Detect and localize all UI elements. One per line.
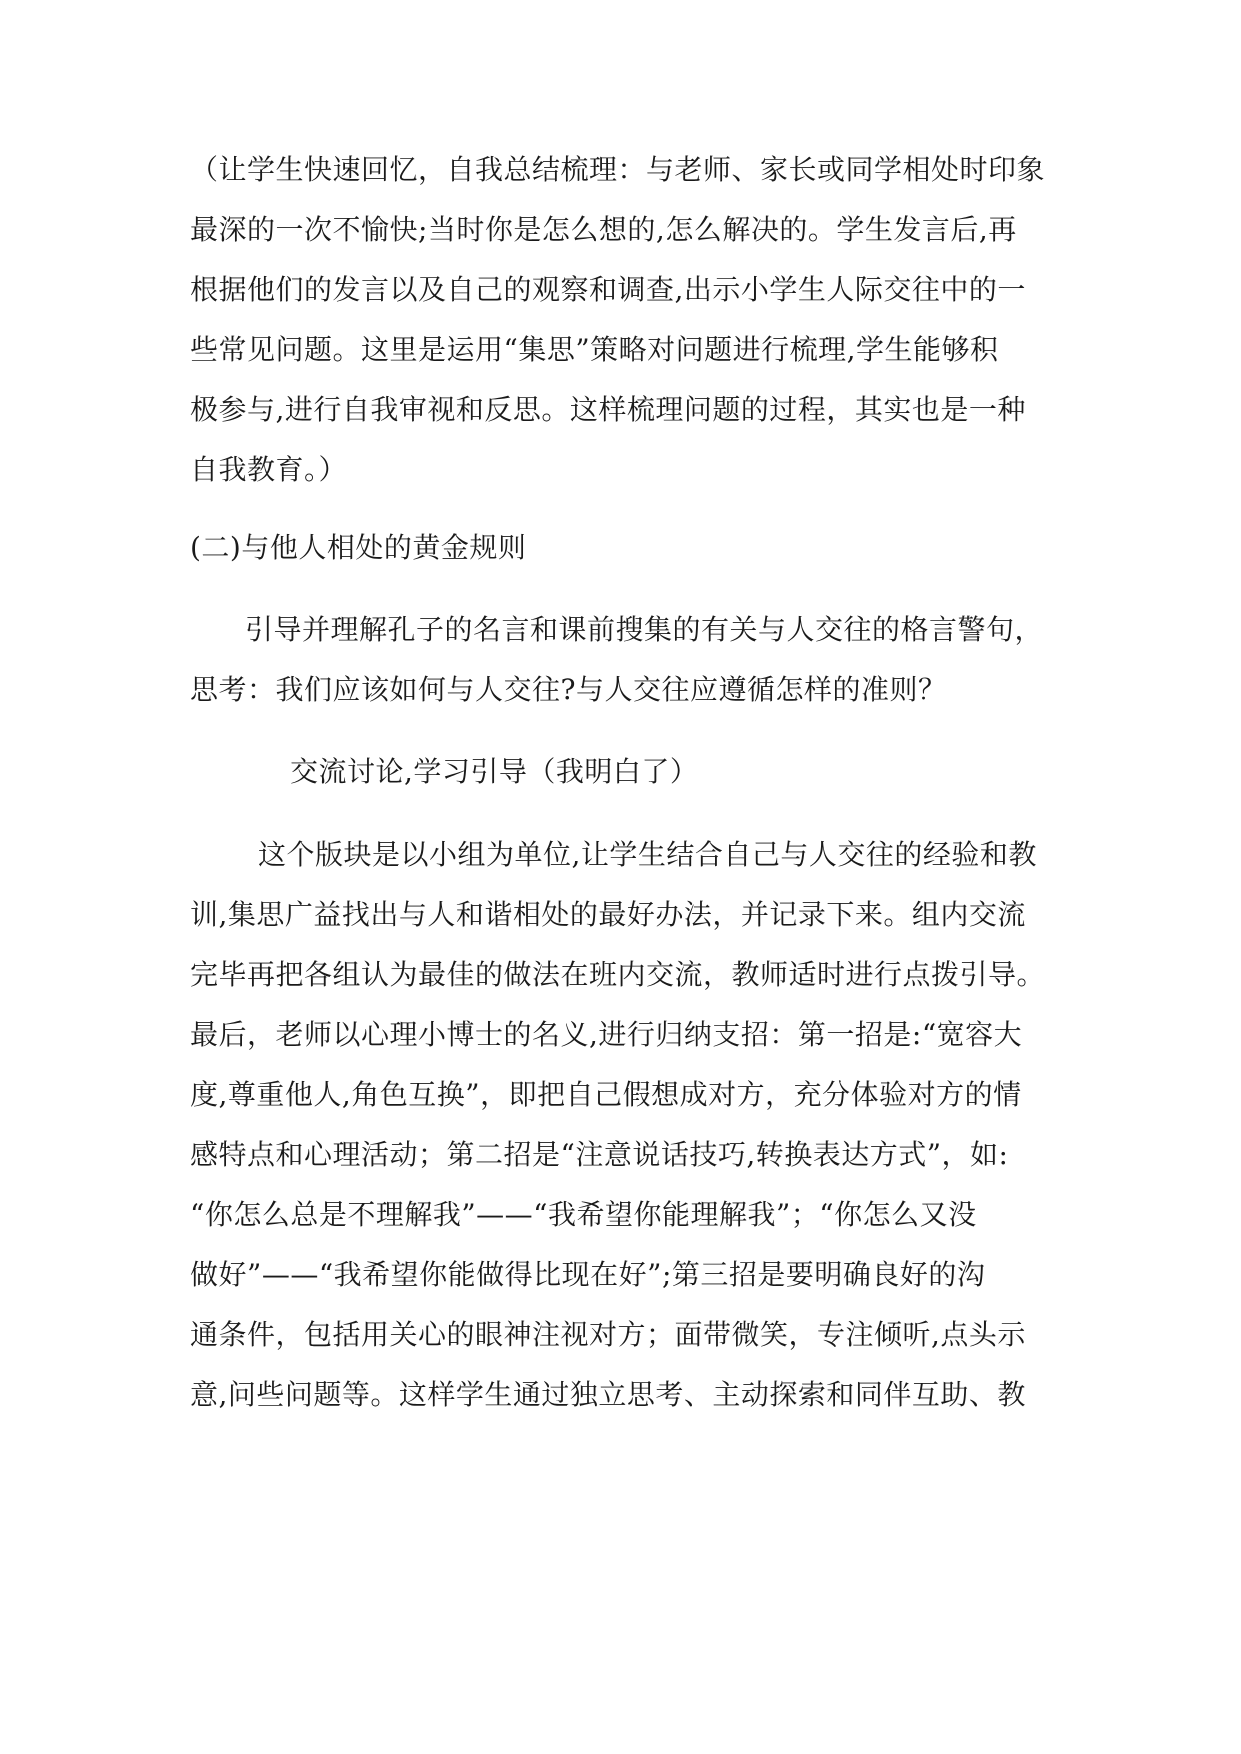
text-line: 感特点和心理活动；第二招是“注意说话技巧,转换表达方式”，如: (190, 1138, 1009, 1171)
text-line: （让学生快速回忆，自我总结梳理：与老师、家长或同学相处时印象 (190, 153, 1046, 186)
section-heading: (二)与他人相处的黄金规则 (190, 531, 527, 564)
text-line: 引导并理解孔子的名言和课前搜集的有关与人交往的格言警句， (245, 613, 1044, 646)
text-line: 根据他们的发言以及自己的观察和调查,出示小学生人际交往中的一 (190, 273, 1026, 306)
text-line: 训,集思广益找出与人和谐相处的最好办法，并记录下来。组内交流 (190, 898, 1026, 931)
text-line: 通条件，包括用关心的眼神注视对方；面带微笑，专注倾听,点头示 (190, 1318, 1026, 1351)
text-line: 做好”——“我希望你能做得比现在好”;第三招是要明确良好的沟 (190, 1258, 986, 1291)
text-line: 自我教育。） (190, 453, 348, 486)
text-line: 最深的一次不愉快;当时你是怎么想的,怎么解决的。学生发言后,再 (190, 213, 1017, 246)
subheading: 交流讨论,学习引导（我明白了） (290, 755, 699, 788)
text-line: 最后，老师以心理小博士的名义,进行归纳支招：第一招是:“宽容大 (190, 1018, 1023, 1051)
text-line: 思考：我们应该如何与人交往?与人交往应遵循怎样的准则？ (190, 673, 947, 706)
text-line: 极参与,进行自我审视和反思。这样梳理问题的过程，其实也是一种 (190, 393, 1026, 426)
text-line: 度,尊重他人,角色互换”，即把自己假想成对方，充分体验对方的情 (190, 1078, 1022, 1111)
text-line: 些常见问题。这里是运用“集思”策略对问题进行梳理,学生能够积 (190, 333, 999, 366)
text-line: 这个版块是以小组为单位,让学生结合自己与人交往的经验和教 (258, 838, 1037, 871)
text-line: “你怎么总是不理解我”——“我希望你能理解我”；“你怎么又没 (190, 1198, 977, 1231)
text-line: 完毕再把各组认为最佳的做法在班内交流，教师适时进行点拨引导。 (190, 958, 1046, 991)
text-line: 意,问些问题等。这样学生通过独立思考、主动探索和同伴互助、教 (190, 1378, 1026, 1411)
